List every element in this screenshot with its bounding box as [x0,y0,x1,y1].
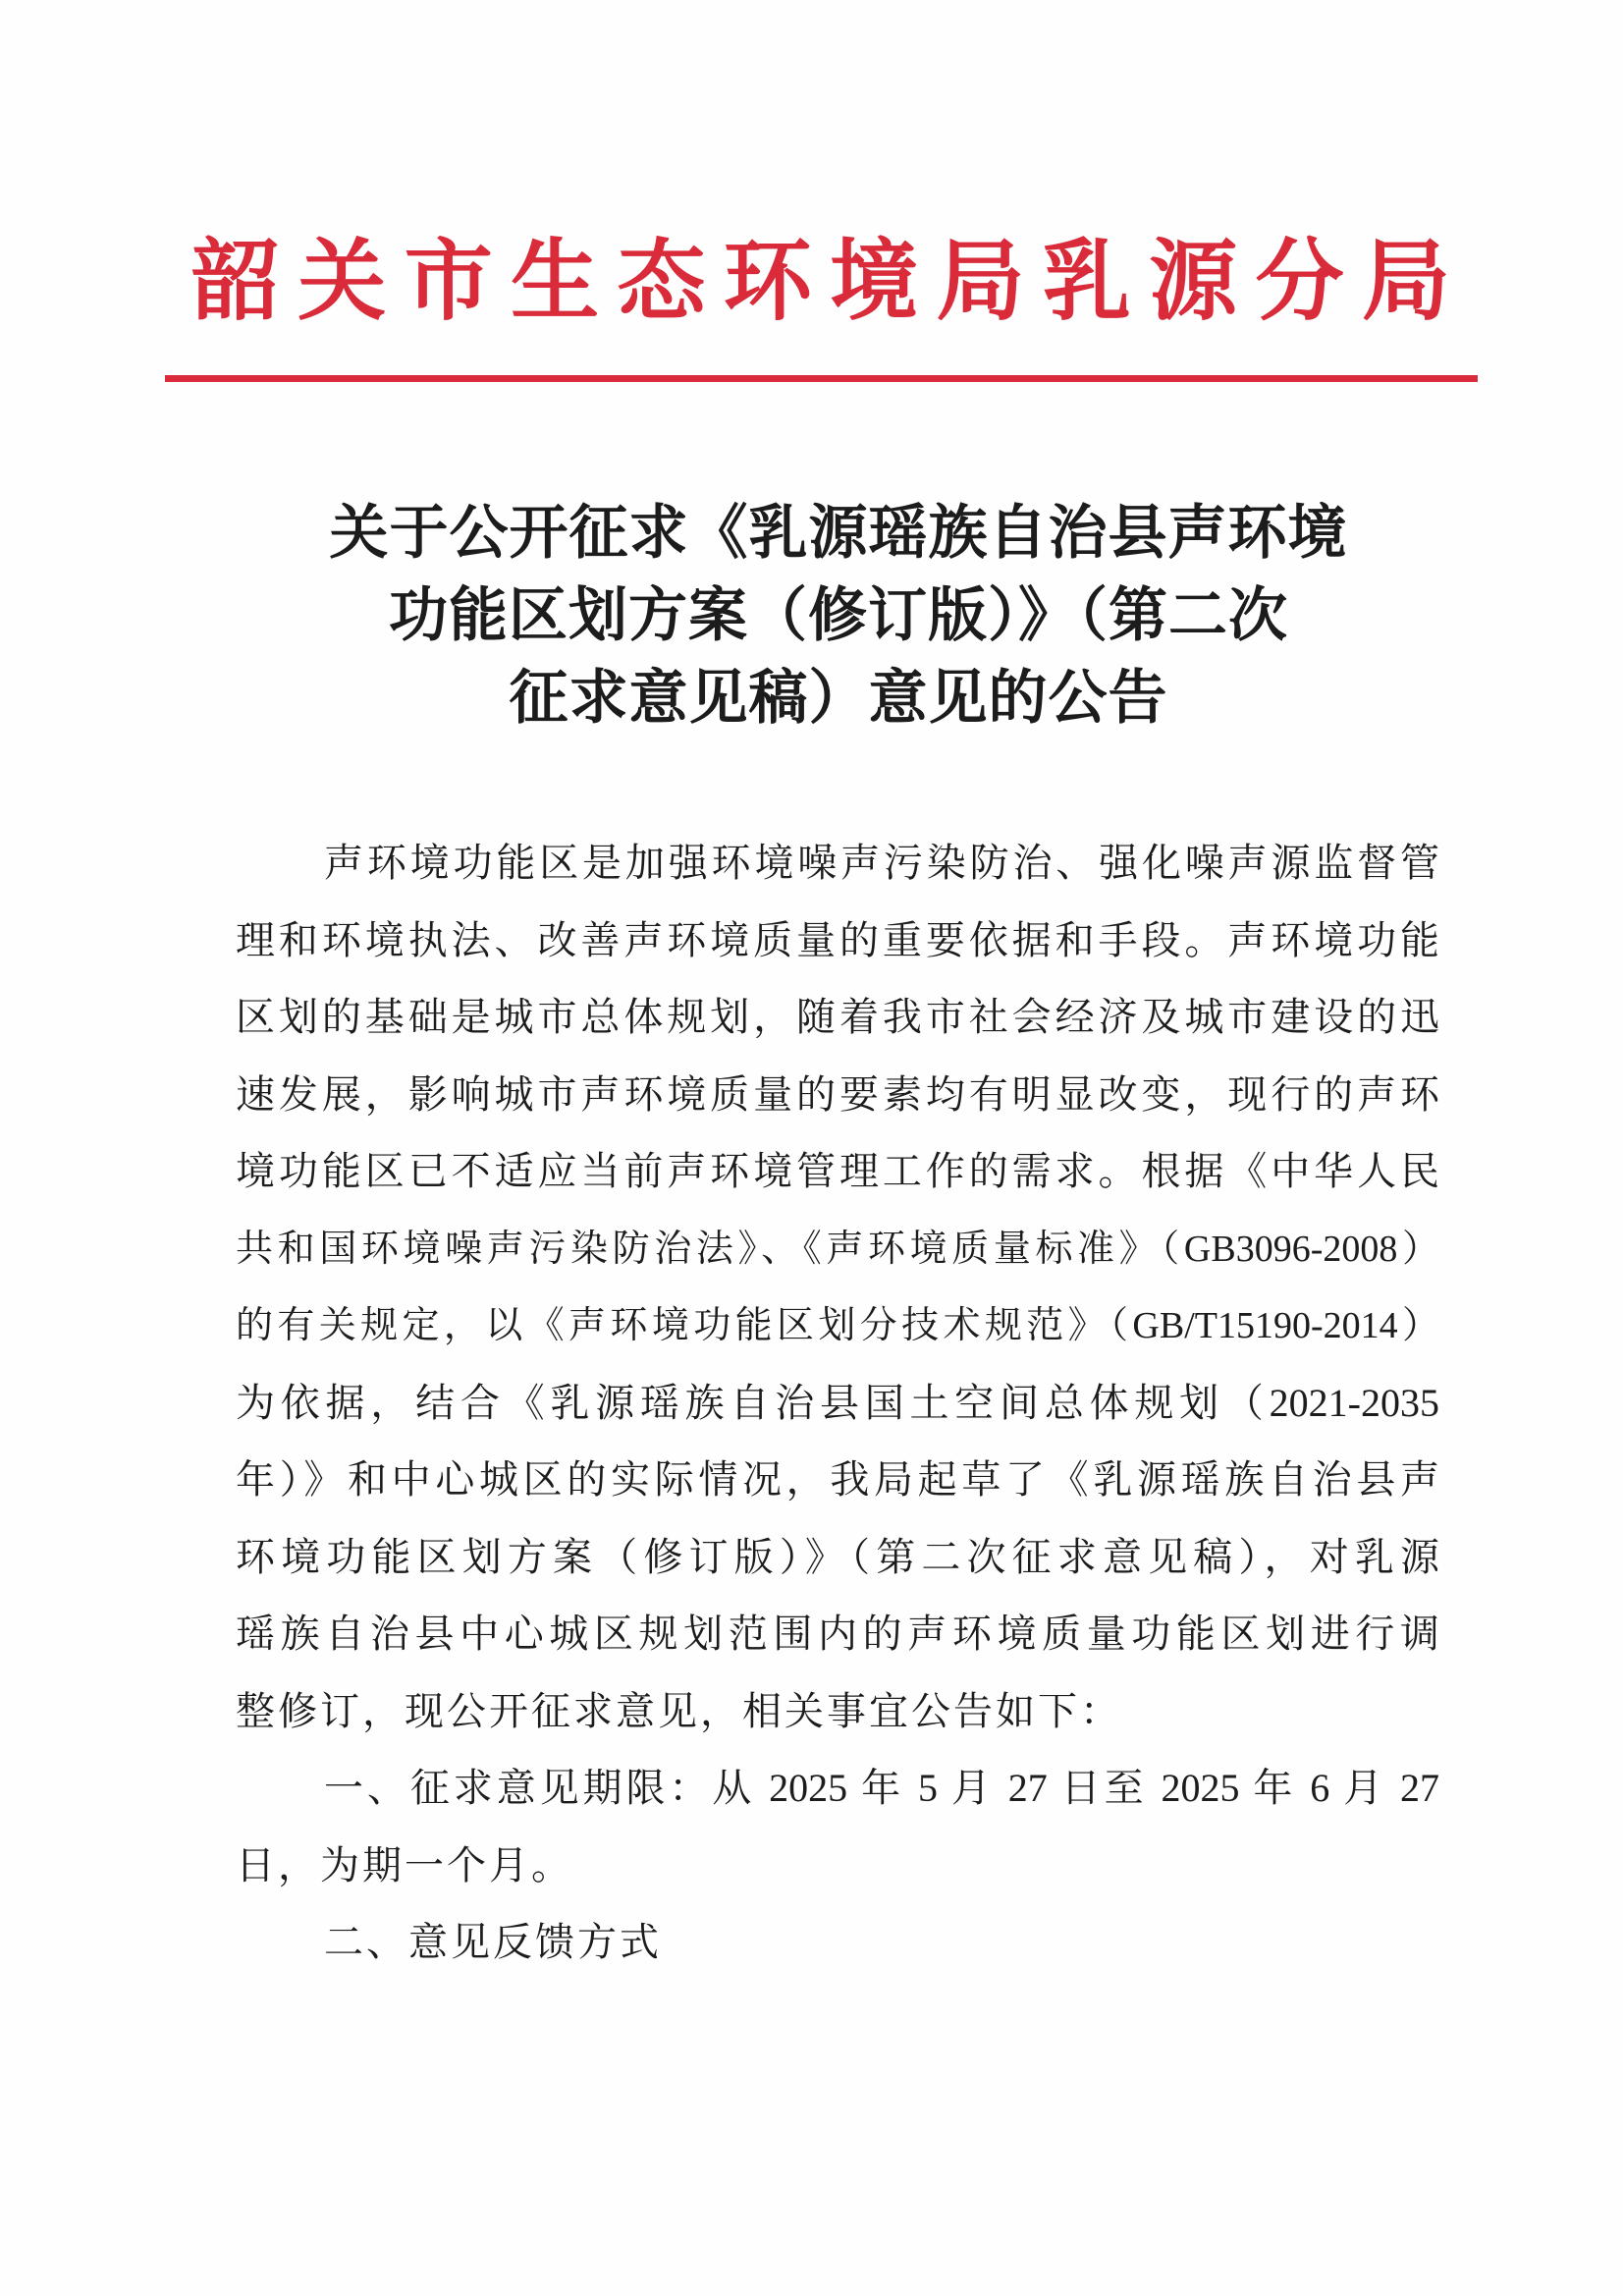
letterhead-red-rule [165,375,1478,382]
body-line: 境功能区已不适应当前声环境管理工作的需求。根据《中华人民 [236,1149,1439,1193]
body-line: 理和环境执法、改善声环境质量的重要依据和手段。声环境功能 [236,917,1439,962]
body-line: 声环境功能区是加强环境噪声污染防治、强化噪声源监督管 [324,841,1439,885]
body-line: 区划的基础是城市总体规划，随着我市社会经济及城市建设的迅 [236,995,1439,1039]
intro-paragraph [236,825,1439,1750]
item-line: 一、征求意见期限：从 2025 年 5 月 27 日至 2025 年 6 月 27 [324,1766,1439,1810]
body-line: 共和国环境噪声污染防治法》、《声环境质量标准》（GB3096-2008） [236,1228,1439,1270]
title-line: 关于公开征求《乳源瑶族自治县声环境 [329,501,1348,566]
item-heading: 二、意见反馈方式 [324,1920,662,1964]
item-feedback-method [236,1904,1439,1982]
document-body [236,825,1439,1982]
item-line: 日，为期一个月。 [236,1842,573,1887]
item-comment-period [236,1750,1439,1904]
body-line: 瑶族自治县中心城区规划范围内的声环境质量功能区划进行调 [236,1612,1439,1656]
title-line: 征求意见稿）意见的公告 [509,666,1168,731]
body-line: 整修订，现公开征求意见，相关事宜公告如下： [236,1688,1122,1733]
body-line: 为依据，结合《乳源瑶族自治县国土空间总体规划（2021-2035 [236,1380,1439,1425]
title-line: 功能区划方案（修订版）》（第二次 [389,583,1288,648]
body-line: 年）》和中心城区的实际情况，我局起草了《乳源瑶族自治县声 [236,1457,1439,1502]
org-letterhead: 韶关市生态环境局乳源分局 [191,234,1450,331]
body-line: 速发展，影响城市声环境质量的要素均有明显改变，现行的声环 [236,1071,1439,1117]
body-line: 环境功能区划方案（修订版）》（第二次征求意见稿），对乳源 [236,1534,1439,1579]
body-line: 的有关规定，以《声环境功能区划分技术规范》（GB/T15190-2014） [236,1305,1439,1346]
document-title [236,492,1441,739]
